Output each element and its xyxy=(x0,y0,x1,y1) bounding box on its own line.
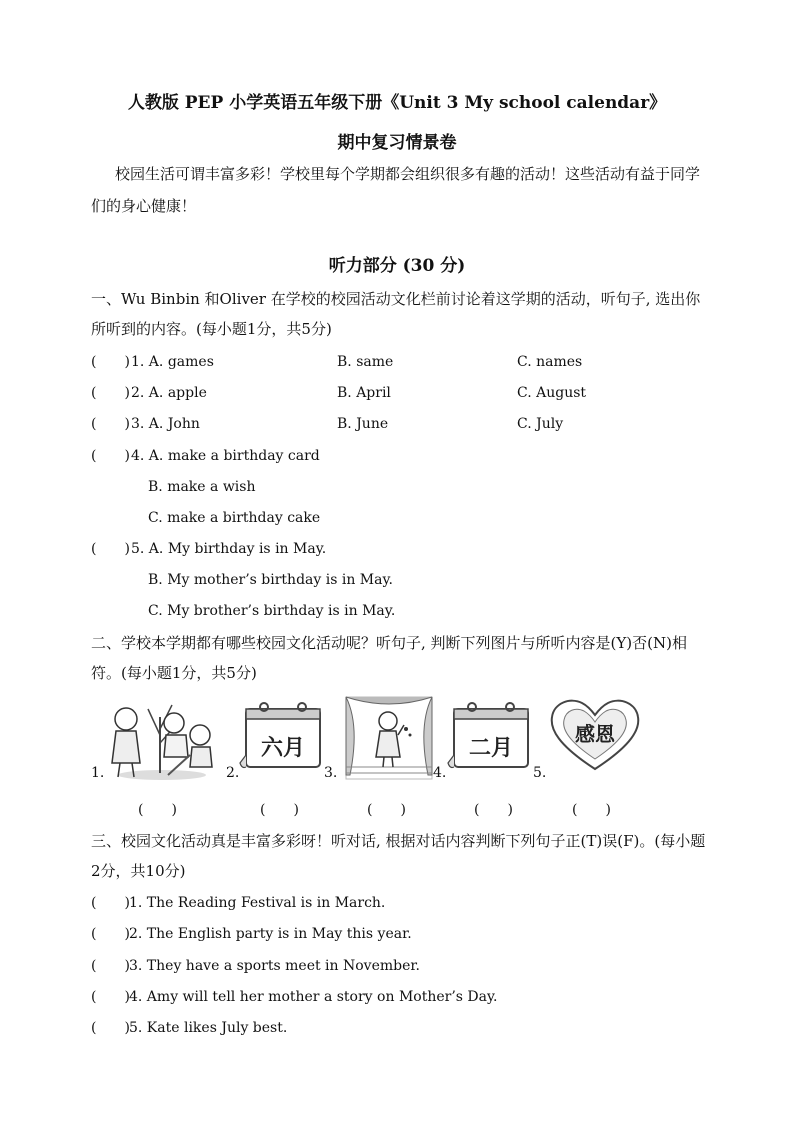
part1-q5 xyxy=(91,538,327,560)
girl-singing-on-stage-picture xyxy=(344,695,434,781)
q3-option-a: 3. A. John xyxy=(131,416,200,432)
part2-instruction: 二、学校本学期都有哪些校园文化活动呢？听句子, 判断下列图片与所听内容是(Y)否(N)相符。(每小题1分，共5分) xyxy=(91,634,687,682)
q5-option-c: C. My brother’s birthday is in May. xyxy=(148,603,396,619)
answer-bracket[interactable]: ( ) xyxy=(91,541,130,557)
calendar-june-picture xyxy=(238,695,322,773)
picture-2-answer[interactable]: ( ) xyxy=(260,802,299,818)
q2-option-b: B. April xyxy=(337,385,391,401)
s3-text: 3. They have a sports meet in November. xyxy=(129,958,421,974)
q3-option-c: C. July xyxy=(517,416,564,432)
part3-s1 xyxy=(91,892,386,914)
q1-option-b: B. same xyxy=(337,354,394,370)
intro-paragraph: 校园生活可谓丰富多彩！学校里每个学期都会组织很多有趣的活动！这些活动有益于同学们的身心健康！ xyxy=(91,165,701,215)
calendar-june-label: 六月 xyxy=(260,736,306,761)
s4-text: 4. Amy will tell her mother a story on Mother’s Day. xyxy=(129,989,498,1005)
picture-5-answer[interactable]: ( ) xyxy=(572,802,611,818)
picture-3-answer[interactable]: ( ) xyxy=(367,802,406,818)
part3-s2 xyxy=(91,923,412,945)
picture-number-1: 1. xyxy=(91,765,105,781)
worksheet-title: 人教版 PEP 小学英语五年级下册《Unit 3 My school calendar》 xyxy=(127,93,667,113)
thanksgiving-heart-picture xyxy=(548,695,642,773)
q4-option-c: C. make a birthday cake xyxy=(148,510,321,526)
q4-option-b: B. make a wish xyxy=(148,479,256,495)
part1-q3 xyxy=(91,413,564,435)
section-title-listening: 听力部分 (30 分) xyxy=(328,256,466,276)
part1-q4 xyxy=(91,445,320,467)
part3-s5 xyxy=(91,1017,288,1039)
q4-option-a: 4. A. make a birthday card xyxy=(131,448,320,464)
q5-option-a: 5. A. My birthday is in May. xyxy=(131,541,327,557)
calendar-february-picture xyxy=(446,695,530,773)
s1-text: 1. The Reading Festival is in March. xyxy=(129,895,386,911)
answer-bracket[interactable]: ( ) xyxy=(91,385,130,401)
picture-number-2: 2. xyxy=(226,765,240,781)
q2-option-a: 2. A. apple xyxy=(131,385,207,401)
q5-option-b: B. My mother’s birthday is in May. xyxy=(148,572,393,588)
part3-s4 xyxy=(91,986,498,1008)
answer-bracket[interactable]: ( ) xyxy=(91,354,130,370)
answer-bracket[interactable]: ( ) xyxy=(91,895,130,911)
answer-bracket[interactable]: ( ) xyxy=(91,416,130,432)
q1-option-a: 1. A. games xyxy=(131,354,214,370)
part1-q2 xyxy=(91,382,587,404)
part3-instruction: 三、校园文化活动真是丰富多彩呀！听对话, 根据对话内容判断下列句子正(T)误(F)。(每小题2分，共10分) xyxy=(91,832,706,880)
answer-bracket[interactable]: ( ) xyxy=(91,926,130,942)
answer-bracket[interactable]: ( ) xyxy=(91,989,130,1005)
part1-instruction: 一、Wu Binbin 和Oliver 在学校的校园活动文化栏前讨论着这学期的活动，听句子, 选出你所听到的内容。(每小题1分，共5分) xyxy=(91,290,701,338)
s5-text: 5. Kate likes July best. xyxy=(129,1020,288,1036)
picture-number-5: 5. xyxy=(533,765,547,781)
q1-option-c: C. names xyxy=(517,354,583,370)
picture-number-3: 3. xyxy=(324,765,338,781)
heart-label: 感恩 xyxy=(575,722,615,746)
picture-1-answer[interactable]: ( ) xyxy=(138,802,177,818)
calendar-february-label: 二月 xyxy=(468,736,514,761)
part1-q1 xyxy=(91,351,583,373)
s2-text: 2. The English party is in May this year. xyxy=(129,926,412,942)
q3-option-b: B. June xyxy=(337,416,389,432)
answer-bracket[interactable]: ( ) xyxy=(91,958,130,974)
picture-4-answer[interactable]: ( ) xyxy=(474,802,513,818)
answer-bracket[interactable]: ( ) xyxy=(91,1020,130,1036)
kids-planting-tree-picture xyxy=(104,695,220,781)
q2-option-c: C. August xyxy=(517,385,587,401)
picture-number-4: 4. xyxy=(433,765,447,781)
answer-bracket[interactable]: ( ) xyxy=(91,448,130,464)
worksheet-subtitle: 期中复习情景卷 xyxy=(337,133,457,153)
part3-s3 xyxy=(91,955,421,977)
